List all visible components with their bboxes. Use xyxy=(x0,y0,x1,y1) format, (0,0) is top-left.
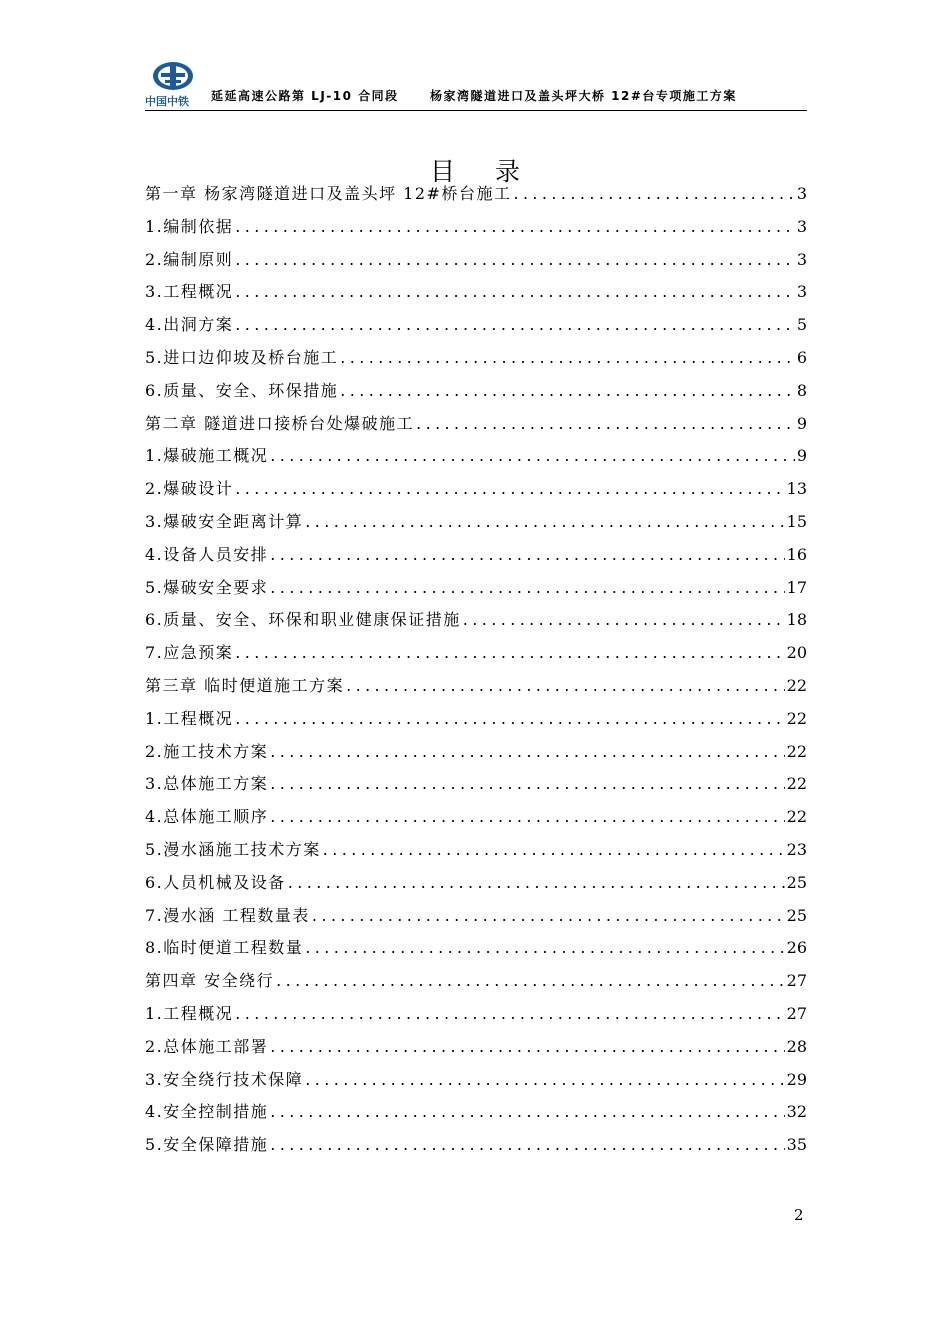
toc-entry-page: 22 xyxy=(786,807,807,827)
toc-entry-page: 23 xyxy=(786,839,807,859)
toc-entry-page: 20 xyxy=(786,643,807,663)
toc-leader-dots xyxy=(270,539,784,572)
toc-leader-dots xyxy=(340,342,795,375)
toc-leader-dots xyxy=(276,965,785,998)
toc-entry[interactable] xyxy=(145,670,807,703)
toc-entry-page: 35 xyxy=(786,1135,807,1155)
toc-entry[interactable] xyxy=(145,965,807,998)
header-document-title: 杨家湾隧道进口及盖头坪大桥 12#台专项施工方案 xyxy=(430,89,737,103)
toc-entry-label: 7.应急预案 xyxy=(145,643,234,663)
toc-entry-page: 17 xyxy=(786,577,807,597)
toc-entry[interactable] xyxy=(145,768,807,801)
toc-entry[interactable] xyxy=(145,1064,807,1097)
toc-entry[interactable] xyxy=(145,604,807,637)
toc-entry-label: 5.安全保障措施 xyxy=(145,1135,269,1155)
toc-entry[interactable] xyxy=(145,801,807,834)
toc-entry-page: 3 xyxy=(796,282,807,302)
toc-entry[interactable] xyxy=(145,440,807,473)
toc-entry-label: 4.出洞方案 xyxy=(145,315,234,335)
toc-entry-label: 6.质量、安全、环保措施 xyxy=(145,380,339,400)
toc-entry[interactable] xyxy=(145,703,807,736)
toc-entry-label: 3.安全绕行技术保障 xyxy=(145,1069,304,1089)
toc-leader-dots xyxy=(270,572,784,605)
toc-leader-dots xyxy=(270,1031,784,1064)
toc-leader-dots xyxy=(305,932,784,965)
toc-entry[interactable] xyxy=(145,736,807,769)
toc-entry-label: 2.总体施工部署 xyxy=(145,1036,269,1056)
toc-leader-dots xyxy=(270,1129,784,1162)
toc-entry-page: 22 xyxy=(786,675,807,695)
toc-entry-label: 5.漫水涵施工技术方案 xyxy=(145,839,321,859)
toc-entry-label: 5.进口边仰坡及桥台施工 xyxy=(145,347,339,367)
toc-leader-dots xyxy=(235,309,795,342)
toc-leader-dots xyxy=(235,244,795,277)
toc-leader-dots xyxy=(513,178,794,211)
page-header xyxy=(145,60,807,111)
toc-leader-dots xyxy=(270,736,784,769)
toc-leader-dots xyxy=(288,867,785,900)
toc-leader-dots xyxy=(235,703,784,736)
toc-entry-page: 15 xyxy=(786,511,807,531)
toc-entry[interactable] xyxy=(145,867,807,900)
toc-leader-dots xyxy=(312,900,785,933)
toc-entry-label: 4.安全控制措施 xyxy=(145,1102,269,1122)
toc-entry[interactable] xyxy=(145,900,807,933)
toc-leader-dots xyxy=(270,768,784,801)
toc-entry-label: 1.工程概况 xyxy=(145,708,234,728)
toc-leader-dots xyxy=(270,440,795,473)
toc-entry-label: 第二章 隧道进口接桥台处爆破施工 xyxy=(145,413,415,433)
toc-entry-page: 26 xyxy=(786,938,807,958)
toc-entry-label: 2.编制原则 xyxy=(145,249,234,269)
toc-entry-page: 27 xyxy=(786,1003,807,1023)
toc-entry[interactable] xyxy=(145,178,807,211)
toc-entry-label: 3.工程概况 xyxy=(145,282,234,302)
toc-entry-page: 22 xyxy=(786,741,807,761)
toc-entry-page: 16 xyxy=(786,544,807,564)
toc-entry-label: 4.设备人员安排 xyxy=(145,544,269,564)
toc-entry[interactable] xyxy=(145,1096,807,1129)
toc-entry-page: 27 xyxy=(786,971,807,991)
toc-title: 目录 xyxy=(429,157,560,186)
toc-entry-page: 29 xyxy=(786,1069,807,1089)
toc-entry-page: 22 xyxy=(786,774,807,794)
toc-entry-page: 9 xyxy=(796,413,807,433)
toc-entry-label: 5.爆破安全要求 xyxy=(145,577,269,597)
toc-entry-label: 6.人员机械及设备 xyxy=(145,872,286,892)
toc-entry-page: 9 xyxy=(796,446,807,466)
toc-entry-label: 3.爆破安全距离计算 xyxy=(145,511,304,531)
toc-entry-page: 32 xyxy=(786,1102,807,1122)
toc-entry-label: 8.临时便道工程数量 xyxy=(145,938,304,958)
toc-entry-label: 1.爆破施工概况 xyxy=(145,446,269,466)
table-of-contents xyxy=(145,178,807,1162)
toc-entry[interactable] xyxy=(145,539,807,572)
header-contract-section: 延延高速公路第 LJ-10 合同段 xyxy=(211,89,399,103)
toc-leader-dots xyxy=(235,276,795,309)
toc-entry-page: 6 xyxy=(796,347,807,367)
toc-entry-label: 1.编制依据 xyxy=(145,216,234,236)
toc-entry[interactable] xyxy=(145,473,807,506)
logo-text: 中国中铁 xyxy=(145,95,189,108)
toc-entry-page: 3 xyxy=(796,184,807,203)
toc-entry-page: 18 xyxy=(786,610,807,630)
page-number: 2 xyxy=(794,1206,804,1224)
toc-leader-dots xyxy=(323,834,785,867)
toc-entry-page: 3 xyxy=(796,216,807,236)
toc-leader-dots xyxy=(416,408,795,441)
toc-entry-label: 4.总体施工顺序 xyxy=(145,807,269,827)
toc-entry-page: 3 xyxy=(796,249,807,269)
toc-entry[interactable] xyxy=(145,506,807,539)
toc-entry[interactable] xyxy=(145,309,807,342)
toc-leader-dots xyxy=(235,211,795,244)
toc-entry[interactable] xyxy=(145,1031,807,1064)
toc-leader-dots xyxy=(305,506,784,539)
toc-entry-page: 25 xyxy=(786,905,807,925)
toc-leader-dots xyxy=(235,473,784,506)
toc-entry-page: 5 xyxy=(796,315,807,335)
toc-entry[interactable] xyxy=(145,342,807,375)
toc-entry-page: 8 xyxy=(796,380,807,400)
toc-entry[interactable] xyxy=(145,244,807,277)
toc-entry-label: 第四章 安全绕行 xyxy=(145,971,275,991)
toc-leader-dots xyxy=(463,604,785,637)
toc-entry-label: 6.质量、安全、环保和职业健康保证措施 xyxy=(145,610,461,630)
toc-entry-page: 13 xyxy=(786,479,807,499)
toc-entry-page: 25 xyxy=(786,872,807,892)
toc-entry-label: 1.工程概况 xyxy=(145,1003,234,1023)
toc-leader-dots xyxy=(340,375,795,408)
toc-entry-page: 22 xyxy=(786,708,807,728)
toc-entry-label: 2.施工技术方案 xyxy=(145,741,269,761)
toc-leader-dots xyxy=(346,670,785,703)
toc-entry-label: 第一章 杨家湾隧道进口及盖头坪 12#桥台施工 xyxy=(145,184,512,203)
toc-entry[interactable] xyxy=(145,834,807,867)
toc-entry[interactable] xyxy=(145,408,807,441)
toc-entry-label: 3.总体施工方案 xyxy=(145,774,269,794)
toc-leader-dots xyxy=(235,637,784,670)
toc-entry-page: 28 xyxy=(786,1036,807,1056)
toc-entry[interactable] xyxy=(145,375,807,408)
toc-leader-dots xyxy=(270,801,784,834)
toc-leader-dots xyxy=(235,998,784,1031)
toc-entry[interactable] xyxy=(145,276,807,309)
toc-entry-label: 7.漫水涵 工程数量表 xyxy=(145,905,310,925)
toc-entry-label: 第三章 临时便道施工方案 xyxy=(145,675,345,695)
toc-entry[interactable] xyxy=(145,637,807,670)
toc-leader-dots xyxy=(305,1064,784,1097)
toc-entry-label: 2.爆破设计 xyxy=(145,479,234,499)
toc-entry[interactable] xyxy=(145,1129,807,1162)
toc-entry[interactable] xyxy=(145,932,807,965)
toc-entry[interactable] xyxy=(145,998,807,1031)
toc-entry[interactable] xyxy=(145,211,807,244)
toc-leader-dots xyxy=(270,1096,784,1129)
toc-entry[interactable] xyxy=(145,572,807,605)
